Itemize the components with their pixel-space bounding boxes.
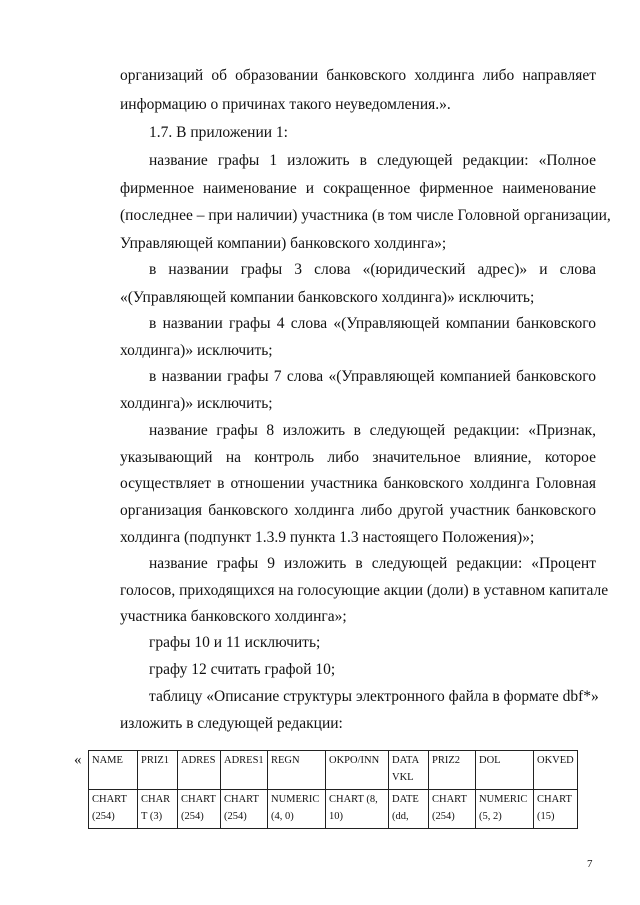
table-cell: DATA VKL — [389, 751, 429, 790]
page-number: 7 — [587, 858, 593, 870]
table-cell: PRIZ2 — [429, 751, 476, 790]
table-cell: OKPO/INN — [326, 751, 389, 790]
table-header-row — [89, 751, 578, 790]
text-line: графы 10 и 11 исключить; — [149, 634, 321, 651]
text-line: изложить в следующей редакции: — [120, 715, 343, 732]
table-cell: OKVED — [534, 751, 578, 790]
table-cell: NAME — [89, 751, 138, 790]
text-line: голосов, приходящихся на голосующие акции (доли) в уставном капитале — [120, 582, 609, 599]
table-cell: ADRES — [178, 751, 221, 790]
text-line: информацию о причинах такого неуведомления.». — [120, 96, 451, 113]
text-line: «(Управляющей компании банковского холдинга)» исключить; — [120, 289, 535, 306]
text-line: графу 12 считать графой 10; — [149, 661, 336, 678]
dbf-structure-table — [88, 750, 578, 829]
table-cell: CHART (254) — [89, 790, 138, 829]
text-line: в названии графы 7 слова «(Управляющей компанией банковского — [149, 368, 596, 385]
text-line: таблицу «Описание структуры электронного файла в формате dbf*» — [149, 688, 599, 705]
table-cell: CHART (254) — [221, 790, 268, 829]
text-line: название графы 1 изложить в следующей редакции: «Полное — [149, 152, 596, 169]
text-line: холдинга (подпункт 1.3.9 пункта 1.3 настоящего Положения)»; — [120, 529, 535, 546]
table-cell: CHART (254) — [178, 790, 221, 829]
table-cell: CHART (8, 10) — [326, 790, 389, 829]
table-cell: ADRES1 — [221, 751, 268, 790]
text-line: холдинга)» исключить; — [120, 342, 273, 359]
table-open-quote: « — [74, 752, 82, 768]
table-cell: NUMERIC (5, 2) — [476, 790, 534, 829]
text-line: в названии графы 3 слова «(юридический адрес)» и слова — [149, 261, 596, 278]
table-cell: REGN — [268, 751, 326, 790]
text-line: фирменное наименование и сокращенное фирменное наименование — [120, 180, 596, 197]
text-line: организация банковского холдинга либо другой участник банковского — [120, 502, 596, 519]
table-cell: CHART (254) — [429, 790, 476, 829]
table-cell: CHART (15) — [534, 790, 578, 829]
text-line: (последнее – при наличии) участника (в том числе Головной организации, — [120, 207, 611, 224]
table-cell: DATE (dd, — [389, 790, 429, 829]
table-type-row — [89, 790, 578, 829]
text-line: осуществляет в отношении участника банковского холдинга Головная — [120, 475, 596, 492]
table-cell: PRIZ1 — [138, 751, 178, 790]
text-line: указывающий на контроль либо значительное влияние, которое — [120, 449, 596, 466]
text-line: холдинга)» исключить; — [120, 395, 273, 412]
text-line: название графы 9 изложить в следующей редакции: «Процент — [149, 555, 596, 572]
text-line: организаций об образовании банковского холдинга либо направляет — [120, 67, 596, 84]
text-line: название графы 8 изложить в следующей редакции: «Признак, — [149, 422, 596, 439]
table-cell: DOL — [476, 751, 534, 790]
table-cell: NUMERIC (4, 0) — [268, 790, 326, 829]
text-line: участника банковского холдинга»; — [120, 608, 347, 625]
table-cell: CHAR T (3) — [138, 790, 178, 829]
text-line: в названии графы 4 слова «(Управляющей компании банковского — [149, 315, 596, 332]
section-heading: 1.7. В приложении 1: — [149, 124, 288, 141]
text-line: Управляющей компании) банковского холдинга»; — [120, 235, 447, 252]
